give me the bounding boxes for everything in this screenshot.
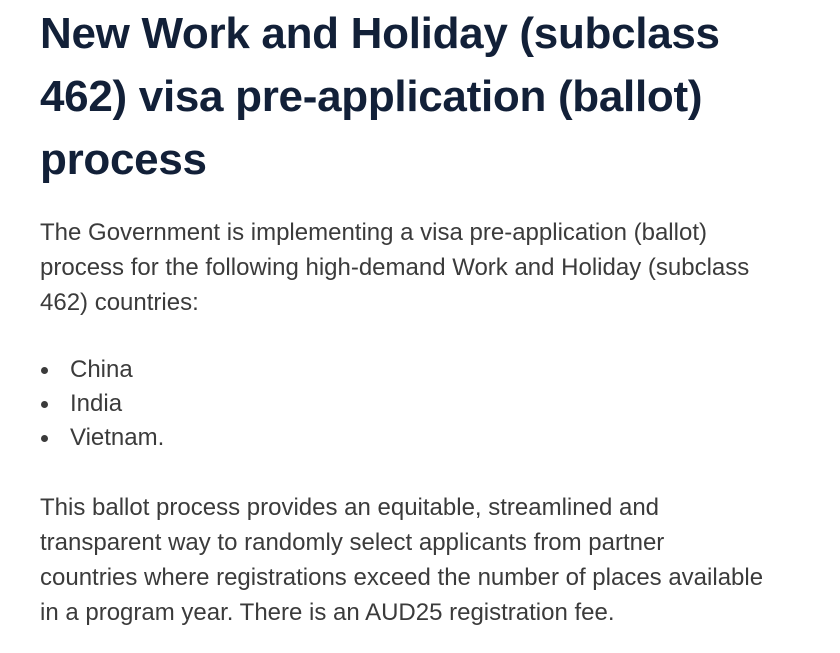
intro-line: 462) countries: [40, 289, 199, 316]
list-item-vietnam [40, 421, 800, 455]
bullet-icon [41, 401, 48, 408]
outro-line: This ballot process provides an equitable, streamlined and [40, 494, 660, 521]
outro-paragraph [40, 490, 800, 630]
page-title-line: New Work and Holiday (subclass [40, 9, 720, 58]
outro-line: transparent way to randomly select applicants from partner [40, 529, 665, 556]
intro-line: The Government is implementing a visa pre-application (ballot) [40, 219, 707, 246]
country-label: China [70, 356, 133, 383]
country-list [40, 353, 800, 455]
country-label: Vietnam. [70, 424, 165, 451]
page-title-line: process [40, 135, 207, 184]
list-item-india [40, 387, 800, 421]
outro-line: in a program year. There is an AUD25 registration fee. [40, 599, 615, 626]
list-item-china [40, 353, 800, 387]
intro-line: process for the following high-demand Work and Holiday (subclass [40, 254, 750, 281]
outro-line: countries where registrations exceed the number of places available [40, 564, 764, 591]
page-title-line: 462) visa pre-application (ballot) [40, 72, 703, 121]
country-label: India [70, 390, 123, 417]
bullet-icon [41, 367, 48, 374]
bullet-icon [41, 435, 48, 442]
page-title [40, 0, 740, 191]
intro-paragraph [40, 215, 800, 320]
